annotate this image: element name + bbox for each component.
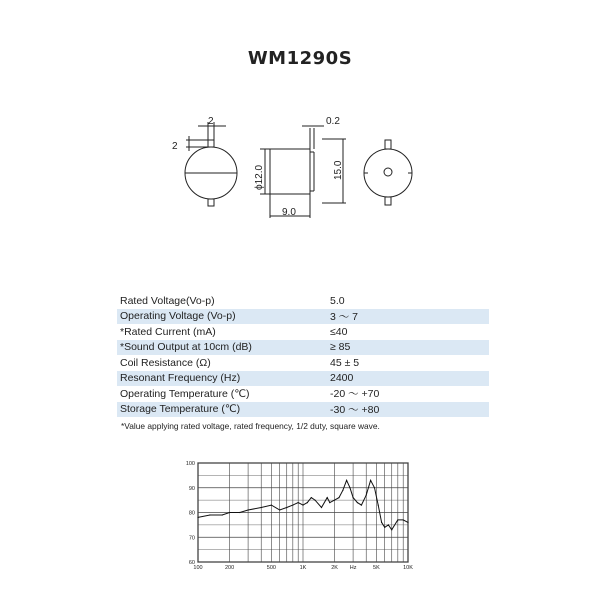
data-point <box>352 497 353 498</box>
data-point <box>397 519 398 520</box>
data-point <box>222 514 223 515</box>
data-point <box>239 512 240 513</box>
data-point <box>229 512 230 513</box>
spec-label: *Sound Output at 10cm (dB) <box>120 341 252 354</box>
data-point <box>321 507 322 508</box>
data-point <box>342 490 343 491</box>
data-point <box>357 502 358 503</box>
data-point <box>261 507 262 508</box>
y-tick-label: 80 <box>188 510 195 517</box>
spec-label: Resonant Frequency (Hz) <box>120 372 241 385</box>
y-tick-label: 100 <box>185 461 195 467</box>
x-tick-label: 200 <box>225 565 235 571</box>
data-point <box>334 500 335 501</box>
dim-height: 9.0 <box>282 207 296 218</box>
spec-table <box>117 293 489 417</box>
spec-value: ≥ 85 <box>330 341 351 354</box>
top-view <box>364 140 412 205</box>
spec-label: Rated Voltage(Vo-p) <box>120 294 215 307</box>
y-tick-label: 90 <box>188 485 195 492</box>
spec-value: 45 ± 5 <box>330 356 360 369</box>
data-point <box>346 480 347 481</box>
spec-row <box>117 402 489 418</box>
spec-row <box>117 371 489 387</box>
spec-row <box>117 293 489 309</box>
x-tick-label: 1K <box>299 565 307 571</box>
x-tick-label: Hz <box>349 565 357 571</box>
data-point <box>384 527 385 528</box>
data-point <box>209 514 210 515</box>
data-point <box>327 497 328 498</box>
frequency-response-chart <box>180 458 420 573</box>
spec-row <box>117 386 489 402</box>
spec-label: Operating Temperature (℃) <box>120 387 250 400</box>
x-tick-label: 10K <box>403 565 413 571</box>
dim-pin-width: 2 <box>208 116 214 127</box>
x-tick-label: 100 <box>193 565 203 571</box>
data-point <box>298 502 299 503</box>
spec-value: -30 ～ +80 <box>330 403 380 416</box>
data-point <box>361 504 362 505</box>
data-point <box>292 504 293 505</box>
bottom-view <box>185 122 237 206</box>
spec-row <box>117 324 489 340</box>
data-point <box>302 504 303 505</box>
data-point <box>197 517 198 518</box>
data-point <box>338 497 339 498</box>
spec-label: *Rated Current (mA) <box>120 325 216 338</box>
spec-label: Coil Resistance (Ω) <box>120 356 211 369</box>
dim-pin-height: 2 <box>172 141 178 152</box>
product-title: WM1290S <box>247 48 353 69</box>
x-tick-label: 500 <box>266 565 276 571</box>
data-point <box>247 509 248 510</box>
x-tick-label: 5K <box>373 565 380 571</box>
dim-gap: 0.2 <box>326 116 340 127</box>
y-tick-label: 60 <box>188 560 195 566</box>
data-point <box>388 524 389 525</box>
spec-value: 5.0 <box>330 294 345 307</box>
data-point <box>311 497 312 498</box>
data-point <box>366 495 367 496</box>
data-point <box>381 522 382 523</box>
dim-pin-spacing: 15.0 <box>333 160 344 180</box>
spec-value: ≤40 <box>330 325 348 338</box>
data-point <box>271 504 272 505</box>
data-point <box>407 522 408 523</box>
data-point <box>286 507 287 508</box>
data-point <box>391 529 392 530</box>
data-point <box>279 509 280 510</box>
y-tick-label: 70 <box>188 535 195 542</box>
spec-note: *Value applying rated voltage, rated frequency, 1/2 duty, square wave. <box>121 421 380 431</box>
spec-row <box>117 340 489 356</box>
spec-value: -20 ～ +70 <box>330 388 380 401</box>
spec-row <box>117 309 489 325</box>
data-point <box>370 480 371 481</box>
spec-label: Storage Temperature (℃) <box>120 403 241 416</box>
data-point <box>374 487 375 488</box>
dim-diameter: ϕ12.0 <box>254 164 265 190</box>
x-tick-label: 2K <box>331 565 338 571</box>
data-point <box>349 487 350 488</box>
dimension-drawing <box>0 100 600 230</box>
data-point <box>378 504 379 505</box>
spec-row <box>117 355 489 371</box>
data-point <box>403 519 404 520</box>
data-point <box>307 502 308 503</box>
data-point <box>329 502 330 503</box>
spec-value: 3 ～ 7 <box>330 310 359 323</box>
spec-label: Operating Voltage (Vo-p) <box>120 310 236 323</box>
data-point <box>314 500 315 501</box>
spec-value: 2400 <box>330 372 354 385</box>
